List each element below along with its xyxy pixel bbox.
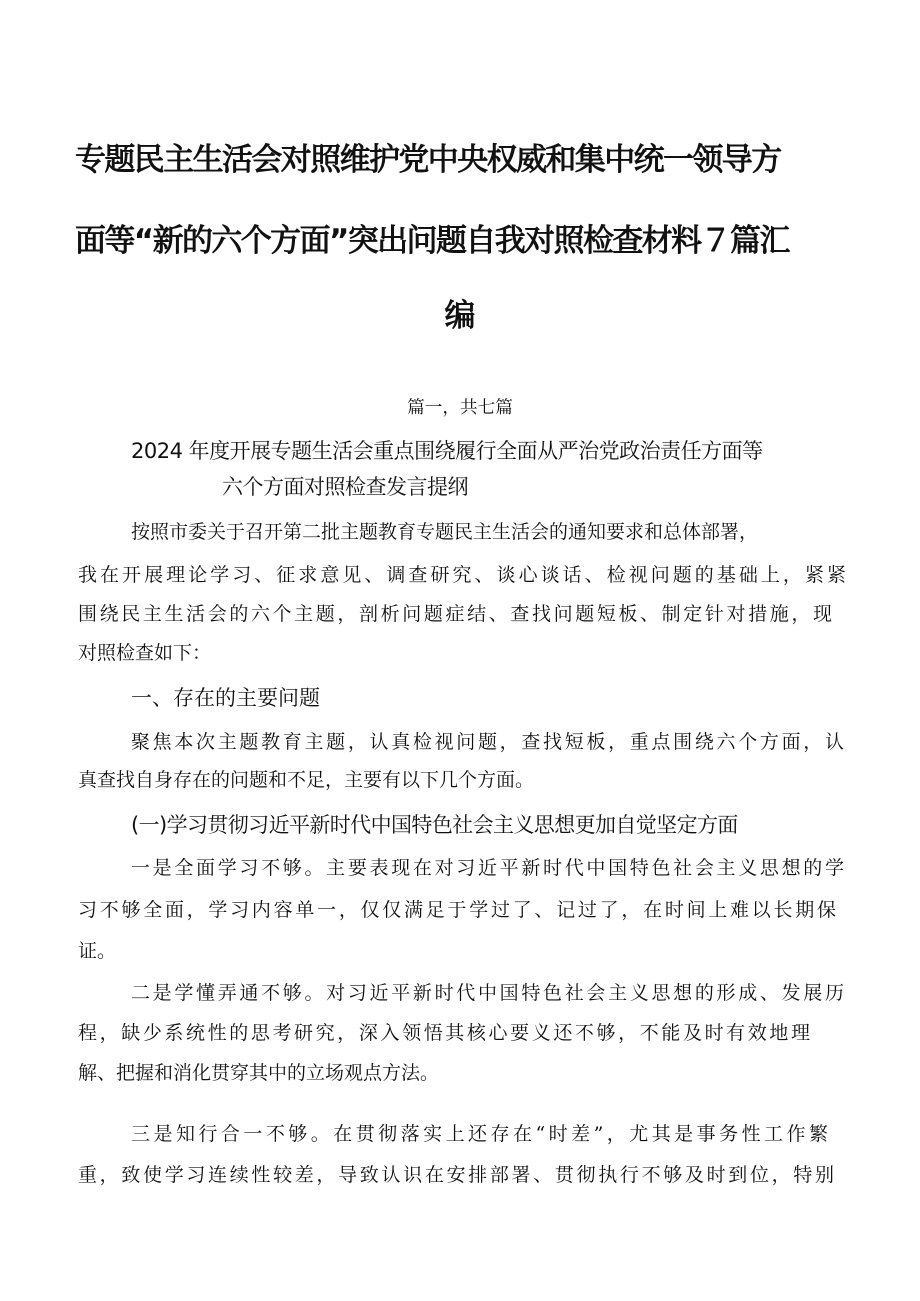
document-title-line-1: 专题民主生活会对照维护党中央权威和集中统一领导方: [75, 142, 781, 178]
para5-line-1: 三是知行合一不够。在贯彻落实上还存在“时差”，尤其是事务性工作繁: [131, 1123, 828, 1145]
para3-line-2: 习不够全面，学习内容单一，仅仅满足于学过了、记过了，在时间上难以长期保: [78, 899, 836, 921]
para1-line-1: 按照市委关于召开第二批主题教育专题民主生活会的通知要求和总体部署，: [131, 521, 759, 543]
document-title-line-3: 编: [444, 298, 476, 334]
part-label: 篇一，共七篇: [407, 398, 513, 418]
para1-line-2: 我在开展理论学习、征求意见、调查研究、谈心谈话、检视问题的基础上，紧紧: [78, 564, 846, 586]
para1-line-4: 对照检查如下：: [78, 642, 212, 664]
subtitle-line-1: 2024 年度开展专题生活会重点围绕履行全面从严治党政治责任方面等: [131, 439, 763, 463]
para3-line-3: 证。: [78, 940, 117, 962]
para4-line-3: 解、把握和消化贯穿其中的立场观点方法。: [78, 1062, 440, 1084]
para5-line-2: 重，致使学习连续性较差，导致认识在安排部署、贯彻执行不够及时到位，特别: [78, 1164, 834, 1186]
para2-line-1: 聚焦本次主题教育主题，认真检视问题，查找短板，重点围绕六个方面，认: [131, 731, 844, 753]
section-heading-2: (一)学习贯彻习近平新时代中国特色社会主义思想更加自觉坚定方面: [131, 813, 738, 837]
subtitle-line-2: 六个方面对照检查发言提纲: [222, 475, 468, 499]
para2-line-2: 真查找自身存在的问题和不足，主要有以下几个方面。: [78, 769, 535, 791]
document-title-line-2: 面等“新的六个方面”突出问题自我对照检查材料７篇汇: [75, 223, 789, 259]
section-heading-1: 一、存在的主要问题: [131, 686, 320, 710]
para4-line-1: 二是学懂弄通不够。对习近平新时代中国特色社会主义思想的形成、发展历: [131, 982, 844, 1004]
para4-line-2: 程，缺少系统性的思考研究，深入领悟其核心要义还不够，不能及时有效地理: [78, 1022, 810, 1044]
para3-line-1: 一是全面学习不够。主要表现在对习近平新时代中国特色社会主义思想的学: [131, 857, 844, 879]
para1-line-3: 围绕民主生活会的六个主题，剖析问题症结、查找问题短板、制定针对措施，现: [78, 603, 832, 625]
